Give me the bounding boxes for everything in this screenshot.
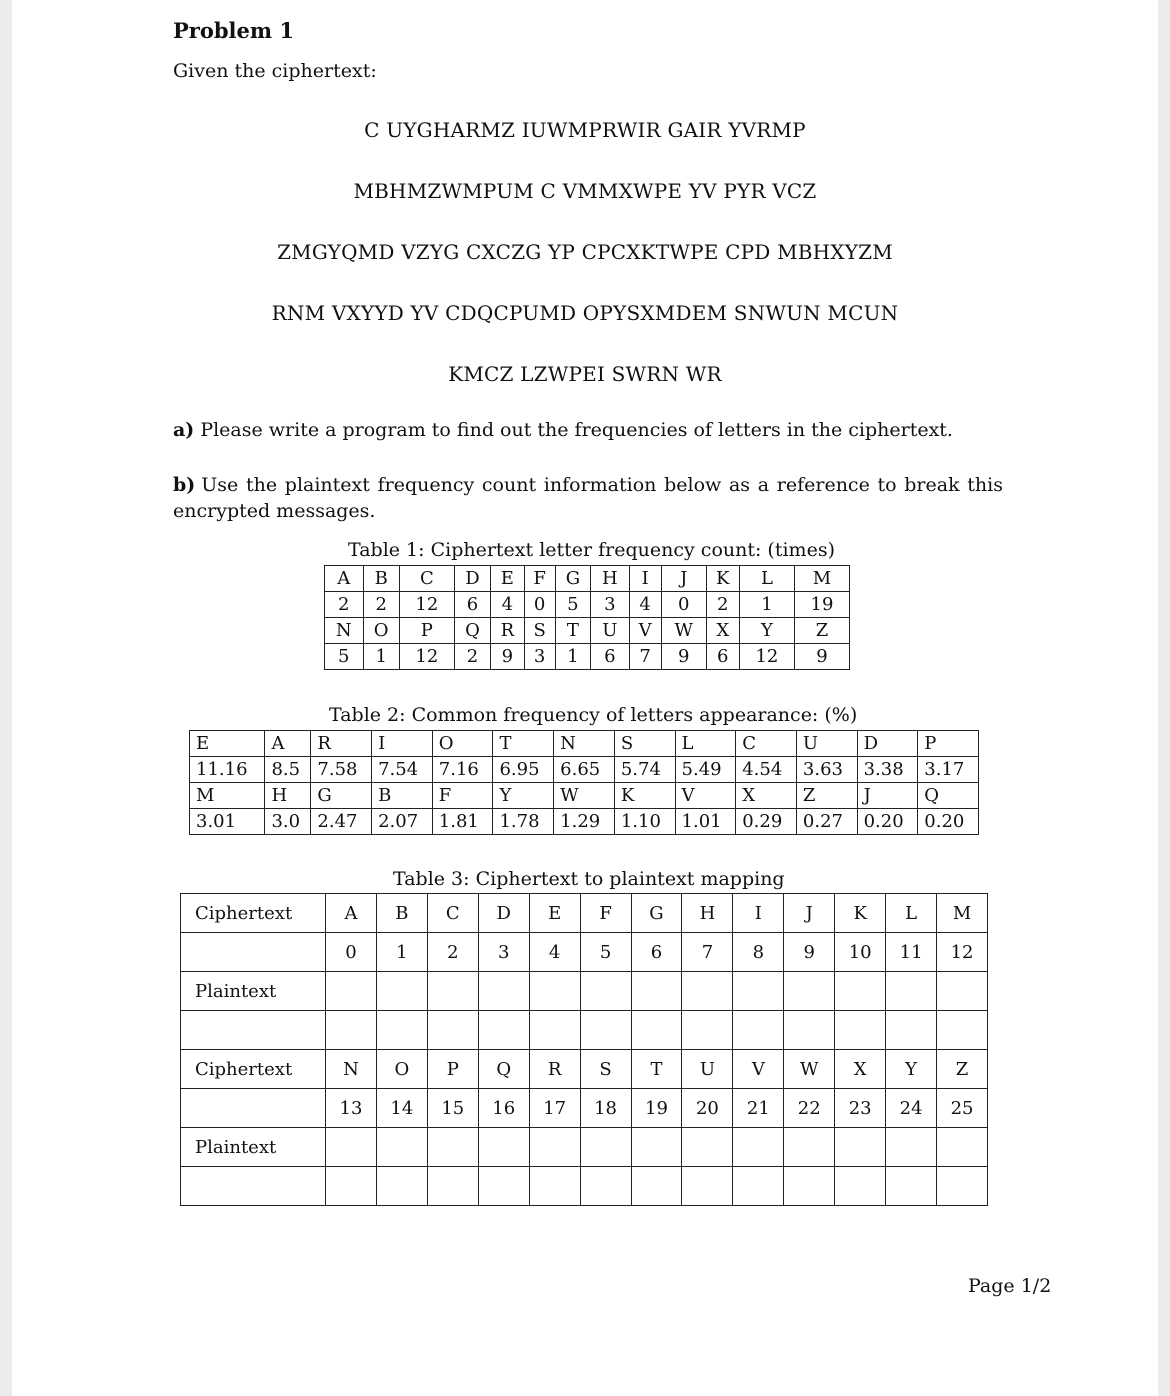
mapping-number-cell: 16 <box>478 1089 529 1128</box>
table-cell: 1.10 <box>614 809 675 835</box>
empty-cell <box>427 1167 478 1206</box>
mapping-letter-cell: H <box>682 894 733 933</box>
plaintext-row-label: Plaintext <box>181 1128 326 1167</box>
mapping-number-cell: 7 <box>682 933 733 972</box>
empty-cell <box>835 1167 886 1206</box>
mapping-letter-cell: M <box>937 894 988 933</box>
plaintext-answer-cell <box>580 1128 631 1167</box>
table-cell: J <box>661 566 706 592</box>
table-cell: M <box>190 783 265 809</box>
plaintext-answer-cell <box>835 1128 886 1167</box>
empty-cell <box>937 1011 988 1050</box>
table-cell: 1.78 <box>493 809 554 835</box>
table-row <box>190 757 979 783</box>
mapping-number-cell: 5 <box>580 933 631 972</box>
table-cell: 6 <box>706 644 739 670</box>
table3-caption: Table 3: Ciphertext to plaintext mapping <box>393 868 785 890</box>
part-a <box>173 417 1003 443</box>
table-cell: 2 <box>325 592 364 618</box>
mapping-number-cell: 12 <box>937 933 988 972</box>
table-cell: 0.20 <box>918 809 979 835</box>
mapping-letter-cell: B <box>376 894 427 933</box>
table-cell: 1 <box>739 592 794 618</box>
table-cell: D <box>454 566 490 592</box>
problem-intro: Given the ciphertext: <box>173 60 377 82</box>
table-cell: X <box>706 618 739 644</box>
empty-cell <box>326 1167 377 1206</box>
table-cell: 2.47 <box>311 809 372 835</box>
table-cell: 3.63 <box>796 757 857 783</box>
table-cell: 19 <box>794 592 849 618</box>
ciphertext-line: ZMGYQMD VZYG CXCZG YP CPCXKTWPE CPD MBHXYZM <box>277 240 893 264</box>
mapping-letter-cell: G <box>631 894 682 933</box>
part-a-text: Please write a program to find out the frequencies of letters in the ciphertext. <box>200 419 953 441</box>
empty-cell <box>580 1167 631 1206</box>
table-row <box>325 644 850 670</box>
mapping-number-cell: 23 <box>835 1089 886 1128</box>
plaintext-answer-cell <box>886 972 937 1011</box>
mapping-letter-cell: S <box>580 1050 631 1089</box>
empty-cell <box>733 1011 784 1050</box>
mapping-letter-cell: Y <box>886 1050 937 1089</box>
empty-cell <box>631 1011 682 1050</box>
table-cell: X <box>736 783 797 809</box>
table-cell: E <box>190 731 265 757</box>
ciphertext-line: C UYGHARMZ IUWMPRWIR GAIR YVRMP <box>364 118 806 142</box>
mapping-number-cell: 24 <box>886 1089 937 1128</box>
table-row <box>181 894 988 933</box>
mapping-number-cell: 21 <box>733 1089 784 1128</box>
part-a-label: a) <box>173 419 195 441</box>
empty-cell <box>478 1011 529 1050</box>
plaintext-answer-cell <box>376 1128 427 1167</box>
table-cell: 1.01 <box>675 809 736 835</box>
plaintext-answer-cell <box>631 972 682 1011</box>
empty-cell <box>376 1011 427 1050</box>
table-cell: F <box>524 566 555 592</box>
table-cell: S <box>524 618 555 644</box>
table-cell: K <box>614 783 675 809</box>
ciphertext-line: RNM VXYYD YV CDQCPUMD OPYSXMDEM SNWUN MCUN <box>271 301 899 325</box>
mapping-letter-cell: N <box>326 1050 377 1089</box>
mapping-letter-cell: O <box>376 1050 427 1089</box>
table-cell: 2 <box>454 644 490 670</box>
table-cell: 5.74 <box>614 757 675 783</box>
plaintext-row-label: Plaintext <box>181 972 326 1011</box>
empty-cell <box>181 933 326 972</box>
part-b <box>173 472 1003 524</box>
table-cell: A <box>265 731 311 757</box>
table-cell: 3.17 <box>918 757 979 783</box>
mapping-number-cell: 3 <box>478 933 529 972</box>
plaintext-answer-cell <box>886 1128 937 1167</box>
mapping-number-cell: 0 <box>326 933 377 972</box>
table-cell: N <box>325 618 364 644</box>
part-b-text: Use the plaintext frequency count information below as a reference to break this encrypted messages. <box>173 474 1003 522</box>
mapping-letter-cell: D <box>478 894 529 933</box>
plaintext-answer-cell <box>326 972 377 1011</box>
empty-cell <box>376 1167 427 1206</box>
table-cell: 7.54 <box>372 757 433 783</box>
table-cell: 6.95 <box>493 757 554 783</box>
table-cell: 0.27 <box>796 809 857 835</box>
table-cell: Z <box>794 618 849 644</box>
mapping-number-cell: 10 <box>835 933 886 972</box>
table-row <box>190 731 979 757</box>
table-cell: 2 <box>363 592 399 618</box>
table-cell: H <box>591 566 629 592</box>
table-cell: U <box>796 731 857 757</box>
table-cell: 1.29 <box>554 809 615 835</box>
mapping-number-cell: 22 <box>784 1089 835 1128</box>
mapping-number-cell: 19 <box>631 1089 682 1128</box>
table-cell: 4 <box>629 592 661 618</box>
plaintext-answer-cell <box>937 1128 988 1167</box>
page-edge-right <box>1158 0 1170 1396</box>
table-cell: 12 <box>399 644 454 670</box>
table-cell: 4.54 <box>736 757 797 783</box>
mapping-letter-cell: J <box>784 894 835 933</box>
table-row <box>181 933 988 972</box>
empty-cell <box>529 1167 580 1206</box>
table-cell: 6.65 <box>554 757 615 783</box>
table-cell: I <box>372 731 433 757</box>
table-cell: S <box>614 731 675 757</box>
table-cell: 9 <box>794 644 849 670</box>
table-cell: G <box>555 566 590 592</box>
table-cell: R <box>491 618 525 644</box>
mapping-letter-cell: P <box>427 1050 478 1089</box>
table3-mapping <box>180 893 988 1206</box>
empty-cell <box>682 1167 733 1206</box>
table-cell: C <box>736 731 797 757</box>
table2-common-frequency <box>189 730 979 835</box>
table-row <box>325 592 850 618</box>
table-cell: Q <box>918 783 979 809</box>
mapping-letter-cell: V <box>733 1050 784 1089</box>
table-cell: 5 <box>325 644 364 670</box>
table-row <box>325 566 850 592</box>
page-number: Page 1/2 <box>968 1275 1052 1297</box>
table-cell: 4 <box>491 592 525 618</box>
table-cell: 3.01 <box>190 809 265 835</box>
page-edge-left <box>0 0 12 1396</box>
table-cell: 1 <box>363 644 399 670</box>
mapping-letter-cell: C <box>427 894 478 933</box>
mapping-number-cell: 6 <box>631 933 682 972</box>
mapping-letter-cell: U <box>682 1050 733 1089</box>
plaintext-answer-cell <box>478 972 529 1011</box>
plaintext-answer-cell <box>784 1128 835 1167</box>
table-cell: V <box>629 618 661 644</box>
table-cell: 0 <box>661 592 706 618</box>
mapping-number-cell: 4 <box>529 933 580 972</box>
table-row <box>190 783 979 809</box>
mapping-letter-cell: A <box>326 894 377 933</box>
plaintext-answer-cell <box>529 1128 580 1167</box>
plaintext-answer-cell <box>478 1128 529 1167</box>
mapping-letter-cell: Q <box>478 1050 529 1089</box>
table-cell: 5 <box>555 592 590 618</box>
table-cell: 0 <box>524 592 555 618</box>
mapping-number-cell: 20 <box>682 1089 733 1128</box>
empty-cell <box>886 1011 937 1050</box>
table-cell: L <box>675 731 736 757</box>
table-cell: 7.58 <box>311 757 372 783</box>
plaintext-answer-cell <box>631 1128 682 1167</box>
plaintext-answer-cell <box>682 1128 733 1167</box>
table-cell: G <box>311 783 372 809</box>
table2-caption: Table 2: Common frequency of letters appearance: (%) <box>329 704 858 726</box>
mapping-letter-cell: X <box>835 1050 886 1089</box>
part-b-label: b) <box>173 474 196 496</box>
mapping-number-cell: 11 <box>886 933 937 972</box>
mapping-number-cell: 17 <box>529 1089 580 1128</box>
empty-cell <box>733 1167 784 1206</box>
table-cell: 1.81 <box>432 809 493 835</box>
table-cell: H <box>265 783 311 809</box>
ciphertext-line: MBHMZWMPUM C VMMXWPE YV PYR VCZ <box>353 179 817 203</box>
table-cell: W <box>554 783 615 809</box>
mapping-letter-cell: I <box>733 894 784 933</box>
plaintext-answer-cell <box>326 1128 377 1167</box>
table-cell: 8.5 <box>265 757 311 783</box>
mapping-letter-cell: T <box>631 1050 682 1089</box>
table-cell: T <box>493 731 554 757</box>
table-cell: O <box>363 618 399 644</box>
table-cell: 12 <box>739 644 794 670</box>
plaintext-answer-cell <box>937 972 988 1011</box>
mapping-letter-cell: R <box>529 1050 580 1089</box>
empty-cell <box>427 1011 478 1050</box>
mapping-letter-cell: W <box>784 1050 835 1089</box>
table-cell: A <box>325 566 364 592</box>
mapping-number-cell: 8 <box>733 933 784 972</box>
table-cell: 3 <box>591 592 629 618</box>
empty-cell <box>631 1167 682 1206</box>
plaintext-answer-cell <box>835 972 886 1011</box>
table-cell: 2.07 <box>372 809 433 835</box>
table-cell: U <box>591 618 629 644</box>
problem-title: Problem 1 <box>173 18 295 43</box>
table-cell: K <box>706 566 739 592</box>
table-cell: P <box>399 618 454 644</box>
plaintext-answer-cell <box>427 972 478 1011</box>
table-cell: 9 <box>491 644 525 670</box>
table-cell: R <box>311 731 372 757</box>
empty-cell <box>478 1167 529 1206</box>
empty-cell <box>835 1011 886 1050</box>
table-cell: J <box>857 783 918 809</box>
table-cell: 0.20 <box>857 809 918 835</box>
table-cell: F <box>432 783 493 809</box>
table-cell: T <box>555 618 590 644</box>
table-cell: 5.49 <box>675 757 736 783</box>
table-cell: M <box>794 566 849 592</box>
table-cell: 6 <box>454 592 490 618</box>
table-cell: 3.38 <box>857 757 918 783</box>
table-cell: L <box>739 566 794 592</box>
mapping-letter-cell: L <box>886 894 937 933</box>
table-row <box>181 1128 988 1167</box>
empty-cell <box>181 1011 326 1050</box>
empty-cell <box>181 1167 326 1206</box>
table-cell: 2 <box>706 592 739 618</box>
empty-cell <box>886 1167 937 1206</box>
ciphertext-row-label: Ciphertext <box>181 894 326 933</box>
table-cell: P <box>918 731 979 757</box>
mapping-letter-cell: Z <box>937 1050 988 1089</box>
mapping-number-cell: 2 <box>427 933 478 972</box>
mapping-letter-cell: K <box>835 894 886 933</box>
mapping-number-cell: 15 <box>427 1089 478 1128</box>
table-row <box>325 618 850 644</box>
table-cell: W <box>661 618 706 644</box>
table-cell: 7.16 <box>432 757 493 783</box>
empty-cell <box>580 1011 631 1050</box>
ciphertext-row-label: Ciphertext <box>181 1050 326 1089</box>
table-cell: Q <box>454 618 490 644</box>
table1-ciphertext-frequency <box>324 565 850 670</box>
table-cell: N <box>554 731 615 757</box>
plaintext-answer-cell <box>733 972 784 1011</box>
mapping-number-cell: 14 <box>376 1089 427 1128</box>
plaintext-answer-cell <box>376 972 427 1011</box>
table-cell: 9 <box>661 644 706 670</box>
table1-caption: Table 1: Ciphertext letter frequency count: (times) <box>348 539 835 561</box>
table-row <box>181 972 988 1011</box>
table-cell: E <box>491 566 525 592</box>
mapping-letter-cell: F <box>580 894 631 933</box>
empty-cell <box>529 1011 580 1050</box>
table-cell: Y <box>739 618 794 644</box>
table-row <box>181 1011 988 1050</box>
empty-cell <box>181 1089 326 1128</box>
mapping-number-cell: 25 <box>937 1089 988 1128</box>
plaintext-answer-cell <box>784 972 835 1011</box>
mapping-number-cell: 9 <box>784 933 835 972</box>
table-row <box>181 1089 988 1128</box>
table-cell: Y <box>493 783 554 809</box>
mapping-number-cell: 13 <box>326 1089 377 1128</box>
table-cell: 6 <box>591 644 629 670</box>
empty-cell <box>784 1167 835 1206</box>
table-cell: 3 <box>524 644 555 670</box>
table-row <box>181 1167 988 1206</box>
empty-cell <box>682 1011 733 1050</box>
table-cell: I <box>629 566 661 592</box>
table-cell: Z <box>796 783 857 809</box>
empty-cell <box>784 1011 835 1050</box>
empty-cell <box>937 1167 988 1206</box>
table-cell: 7 <box>629 644 661 670</box>
plaintext-answer-cell <box>529 972 580 1011</box>
table-cell: V <box>675 783 736 809</box>
table-cell: D <box>857 731 918 757</box>
table-row <box>190 809 979 835</box>
ciphertext-line: KMCZ LZWPEI SWRN WR <box>448 362 722 386</box>
table-cell: C <box>399 566 454 592</box>
table-cell: 3.0 <box>265 809 311 835</box>
plaintext-answer-cell <box>580 972 631 1011</box>
mapping-number-cell: 1 <box>376 933 427 972</box>
table-cell: B <box>372 783 433 809</box>
table-cell: 1 <box>555 644 590 670</box>
table-cell: 11.16 <box>190 757 265 783</box>
table-cell: O <box>432 731 493 757</box>
table-row <box>181 1050 988 1089</box>
mapping-number-cell: 18 <box>580 1089 631 1128</box>
plaintext-answer-cell <box>427 1128 478 1167</box>
table-cell: B <box>363 566 399 592</box>
plaintext-answer-cell <box>682 972 733 1011</box>
table-cell: 12 <box>399 592 454 618</box>
plaintext-answer-cell <box>733 1128 784 1167</box>
mapping-letter-cell: E <box>529 894 580 933</box>
table-cell: 0.29 <box>736 809 797 835</box>
empty-cell <box>326 1011 377 1050</box>
